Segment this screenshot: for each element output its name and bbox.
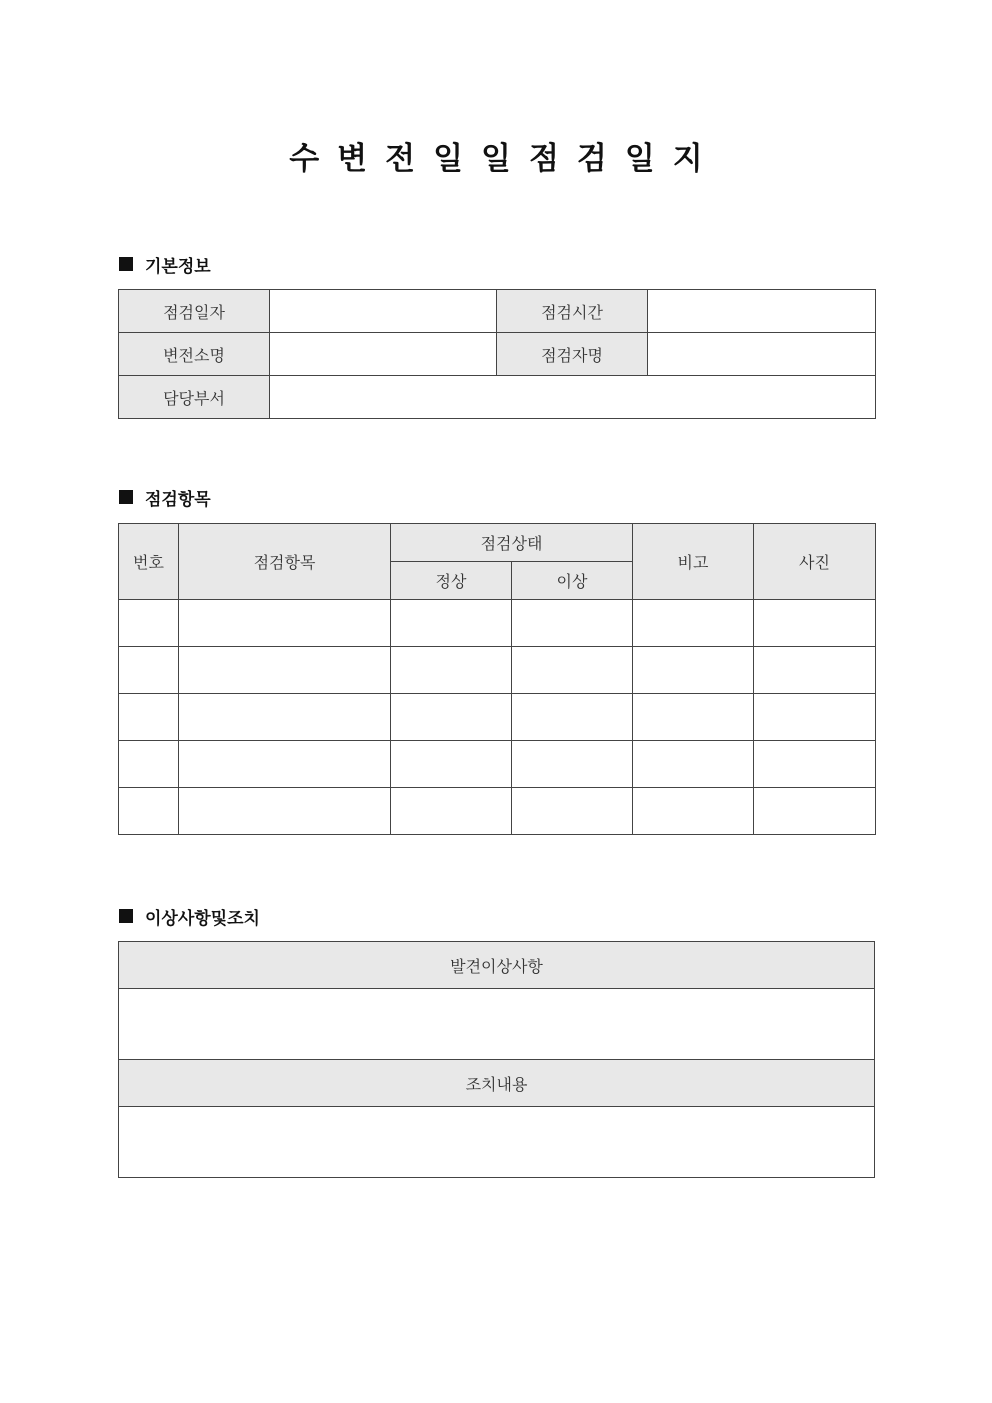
item-cell[interactable] bbox=[179, 788, 391, 835]
normal-cell[interactable] bbox=[391, 788, 512, 835]
inspection-items-table bbox=[118, 523, 876, 835]
number-cell[interactable] bbox=[119, 741, 179, 788]
table-row bbox=[119, 741, 876, 788]
normal-cell[interactable] bbox=[391, 647, 512, 694]
photo-cell[interactable] bbox=[754, 741, 876, 788]
normal-cell[interactable] bbox=[391, 741, 512, 788]
section-heading-label: 이상사항및조치 bbox=[145, 908, 260, 929]
table-row bbox=[119, 694, 876, 741]
findings-field[interactable] bbox=[119, 989, 875, 1060]
column-header-status: 점검상태 bbox=[391, 524, 633, 562]
issues-actions-table bbox=[118, 941, 875, 1178]
table-row bbox=[119, 1060, 875, 1107]
column-header-photo: 사진 bbox=[754, 524, 876, 600]
inspection-time-label: 점검시간 bbox=[497, 290, 648, 333]
table-row bbox=[119, 647, 876, 694]
table-row bbox=[119, 600, 876, 647]
remarks-cell[interactable] bbox=[633, 788, 754, 835]
section-heading-basic-info bbox=[119, 252, 211, 276]
basic-info-table bbox=[118, 289, 876, 419]
column-header-abnormal: 이상 bbox=[512, 562, 633, 600]
photo-cell[interactable] bbox=[754, 647, 876, 694]
number-cell[interactable] bbox=[119, 694, 179, 741]
substation-name-label: 변전소명 bbox=[119, 333, 270, 376]
page-title: 수변전일일점검일지 bbox=[289, 141, 721, 177]
abnormal-cell[interactable] bbox=[512, 600, 633, 647]
abnormal-cell[interactable] bbox=[512, 647, 633, 694]
number-cell[interactable] bbox=[119, 600, 179, 647]
column-header-item: 점검항목 bbox=[179, 524, 391, 600]
remarks-cell[interactable] bbox=[633, 600, 754, 647]
inspector-name-field[interactable] bbox=[648, 333, 876, 376]
abnormal-cell[interactable] bbox=[512, 694, 633, 741]
department-field[interactable] bbox=[270, 376, 876, 419]
square-bullet-icon bbox=[119, 909, 133, 923]
inspection-time-field[interactable] bbox=[648, 290, 876, 333]
photo-cell[interactable] bbox=[754, 600, 876, 647]
square-bullet-icon bbox=[119, 490, 133, 504]
findings-header: 발견이상사항 bbox=[119, 942, 875, 989]
table-row bbox=[119, 333, 876, 376]
section-heading-label: 점검항목 bbox=[145, 489, 211, 510]
action-header: 조치내용 bbox=[119, 1060, 875, 1107]
abnormal-cell[interactable] bbox=[512, 741, 633, 788]
normal-cell[interactable] bbox=[391, 600, 512, 647]
table-header-row bbox=[119, 524, 876, 562]
action-field[interactable] bbox=[119, 1107, 875, 1178]
item-cell[interactable] bbox=[179, 694, 391, 741]
item-cell[interactable] bbox=[179, 741, 391, 788]
column-header-remarks: 비고 bbox=[633, 524, 754, 600]
remarks-cell[interactable] bbox=[633, 694, 754, 741]
square-bullet-icon bbox=[119, 257, 133, 271]
substation-name-field[interactable] bbox=[270, 333, 497, 376]
section-heading-inspection-items bbox=[119, 485, 211, 509]
section-heading-label: 기본정보 bbox=[145, 256, 211, 277]
item-cell[interactable] bbox=[179, 600, 391, 647]
table-row bbox=[119, 942, 875, 989]
inspector-name-label: 점검자명 bbox=[497, 333, 648, 376]
inspection-date-label: 점검일자 bbox=[119, 290, 270, 333]
number-cell[interactable] bbox=[119, 788, 179, 835]
remarks-cell[interactable] bbox=[633, 647, 754, 694]
photo-cell[interactable] bbox=[754, 788, 876, 835]
department-label: 담당부서 bbox=[119, 376, 270, 419]
table-row bbox=[119, 788, 876, 835]
remarks-cell[interactable] bbox=[633, 741, 754, 788]
table-row bbox=[119, 376, 876, 419]
column-header-number: 번호 bbox=[119, 524, 179, 600]
photo-cell[interactable] bbox=[754, 694, 876, 741]
column-header-normal: 정상 bbox=[391, 562, 512, 600]
section-heading-issues-actions bbox=[119, 904, 260, 928]
abnormal-cell[interactable] bbox=[512, 788, 633, 835]
item-cell[interactable] bbox=[179, 647, 391, 694]
table-row bbox=[119, 989, 875, 1060]
normal-cell[interactable] bbox=[391, 694, 512, 741]
number-cell[interactable] bbox=[119, 647, 179, 694]
table-row bbox=[119, 290, 876, 333]
table-row bbox=[119, 1107, 875, 1178]
inspection-date-field[interactable] bbox=[270, 290, 497, 333]
